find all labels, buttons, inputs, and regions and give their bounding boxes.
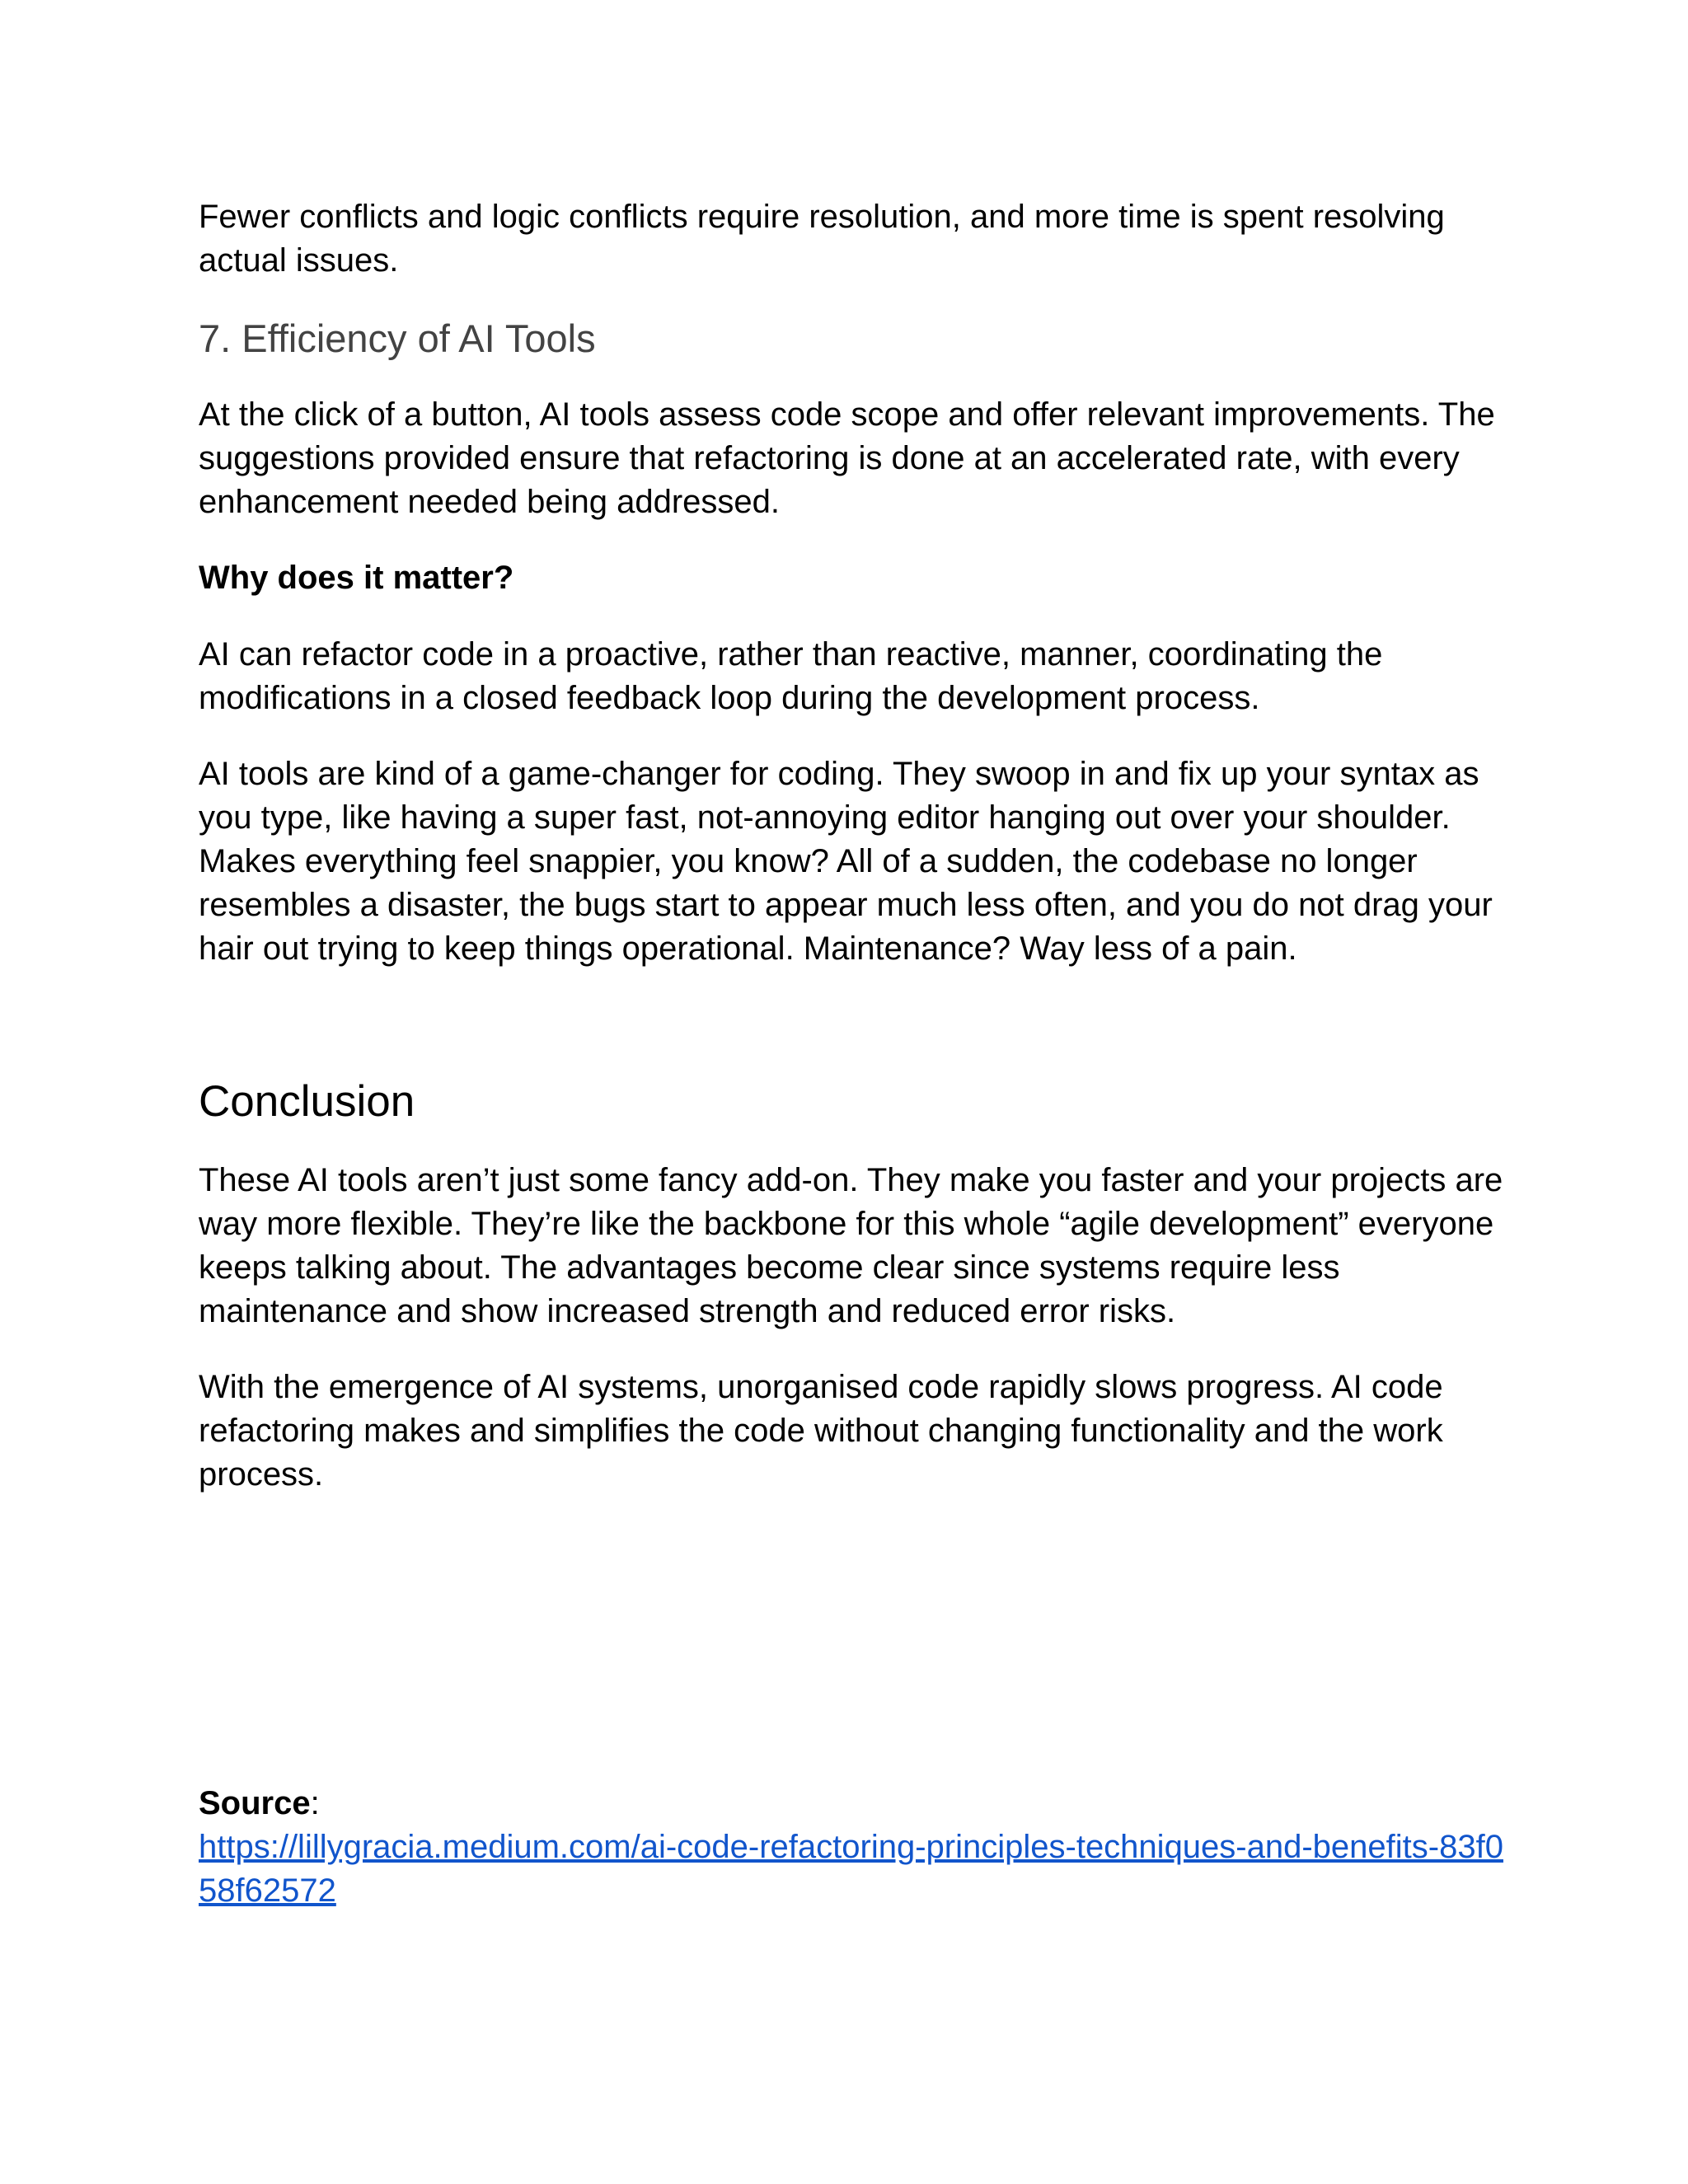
section-7-paragraph-2: AI can refactor code in a proactive, rather than reactive, manner, coordinating the modifications in a closed feedback loop during the development process. xyxy=(199,636,1383,716)
source-link[interactable]: https://lillygracia.medium.com/ai-code-refactoring-principles-techniques-and-benefits-83f058f62572 xyxy=(199,1829,1503,1909)
source-label: Source xyxy=(199,1785,311,1821)
why-matter-question: Why does it matter? xyxy=(199,560,514,596)
conclusion-heading: Conclusion xyxy=(199,1077,415,1126)
source-block xyxy=(199,1782,1517,1913)
section-7-heading: 7. Efficiency of AI Tools xyxy=(199,316,596,360)
document-body xyxy=(199,195,1517,1529)
conclusion-paragraph-1: These AI tools aren’t just some fancy add-on. They make you faster and your projects are way more flexible. They’re like the backbone for this whole “agile development” everyone keeps talking about. The advantages become clear since systems require less maintenance and show increased strength and reduced error risks. xyxy=(199,1162,1503,1329)
section-7-paragraph-1: At the click of a button, AI tools assess code scope and offer relevant improvements. The suggestions provided ensure that refactoring is done at an accelerated rate, with every enhancement needed being addressed. xyxy=(199,396,1495,520)
conclusion-paragraph-2: With the emergence of AI systems, unorganised code rapidly slows progress. AI code refactoring makes and simplifies the code without changing functionality and the work process. xyxy=(199,1369,1443,1493)
source-colon: : xyxy=(310,1785,320,1821)
intro-paragraph: Fewer conflicts and logic conflicts require resolution, and more time is spent resolving actual issues. xyxy=(199,199,1445,279)
section-7-paragraph-3: AI tools are kind of a game-changer for coding. They swoop in and fix up your syntax as you type, like having a super fast, not-annoying editor hanging out over your shoulder. Makes everything feel snappier, you know? All of a sudden, the codebase no longer resembles a disaster, the bugs start to appear much less often, and you do not drag your hair out trying to keep things operational. Maintenance? Way less of a pain. xyxy=(199,756,1493,967)
